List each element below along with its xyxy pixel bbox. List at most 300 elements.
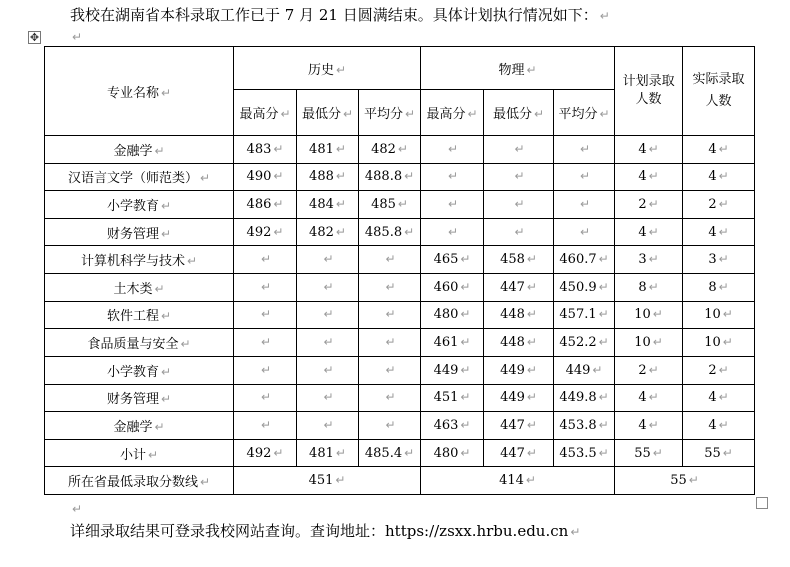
lowest-score-label-cell: [45, 467, 234, 495]
major-name-cell-text: 小学教育: [106, 199, 159, 215]
footer-paragraph: 详细录取结果可登录我校网站查询。查询地址：https://zsxx.hrbu.edu.cn ↵: [70, 522, 581, 540]
paragraph-mark-icon: ↵: [598, 307, 609, 322]
paragraph-mark-icon: ↵: [72, 30, 83, 44]
paragraph-mark-icon: ↵: [273, 445, 284, 460]
cell-p-min: [484, 136, 554, 164]
paragraph-mark-icon: ↵: [273, 169, 284, 184]
paragraph-mark-icon: ↵: [404, 107, 416, 122]
paragraph-mark-icon: ↵: [514, 141, 525, 156]
paragraph-mark-icon: ↵: [460, 252, 471, 267]
paragraph-mark-icon: ↵: [335, 473, 346, 488]
paragraph-mark-icon: ↵: [273, 197, 284, 212]
cell-p-max: [421, 191, 484, 219]
cell-actual: [683, 329, 755, 357]
paragraph-mark-icon: ↵: [652, 307, 663, 322]
subtotal-actual: [683, 439, 755, 467]
paragraph-mark-icon: ↵: [718, 224, 729, 239]
table-row: [45, 163, 755, 191]
cell-plan-text: 10: [634, 307, 651, 323]
header-plan: 计划录取人数: [615, 47, 683, 136]
table-row: [45, 412, 755, 440]
paragraph-mark-icon: ↵: [154, 419, 165, 434]
cell-plan: [615, 218, 683, 246]
table-row: [45, 356, 755, 384]
paragraph-mark-icon: ↵: [598, 390, 609, 405]
paragraph-mark-icon: ↵: [580, 197, 591, 212]
paragraph-mark-icon: ↵: [718, 279, 729, 294]
table-row: [45, 384, 755, 412]
cell-h-avg: [359, 356, 421, 384]
major-name-cell-text: 软件工程: [106, 309, 159, 325]
empty-paragraph: [70, 27, 82, 45]
cell-p-avg: [554, 274, 615, 302]
cell-p-min: [484, 384, 554, 412]
major-name-cell-text: 财务管理: [106, 226, 159, 242]
paragraph-mark-icon: ↵: [335, 445, 346, 460]
cell-p-avg: [554, 412, 615, 440]
subtotal-plan: [615, 439, 683, 467]
cell-actual-text: 4: [708, 417, 717, 433]
major-name-cell-text: 财务管理: [106, 392, 159, 408]
paragraph-mark-icon: ↵: [160, 226, 172, 241]
paragraph-mark-icon: ↵: [526, 362, 537, 377]
cell-p-min: [484, 274, 554, 302]
lowest-history-cell-text: 451: [308, 473, 334, 489]
paragraph-mark-icon: ↵: [718, 169, 729, 184]
paragraph-mark-icon: ↵: [160, 85, 172, 100]
paragraph-mark-icon: ↵: [718, 362, 729, 377]
cell-h-max: [234, 136, 297, 164]
major-name-cell: [45, 246, 234, 274]
cell-p-min: [484, 246, 554, 274]
cell-h-avg: [359, 384, 421, 412]
paragraph-mark-icon: ↵: [688, 473, 699, 488]
paragraph-mark-icon: ↵: [460, 362, 471, 377]
cell-p-min-text: 449: [500, 390, 525, 406]
cell-p-max: [421, 246, 484, 274]
paragraph-mark-icon: ↵: [323, 307, 334, 322]
cell-plan-text: 2: [638, 362, 647, 378]
cell-h-min-text: 482: [309, 224, 334, 240]
cell-p-max: [421, 356, 484, 384]
cell-h-avg-text: 485.8: [364, 224, 403, 240]
paragraph-mark-icon: ↵: [335, 62, 347, 77]
cell-actual-text: 4: [708, 141, 717, 157]
subtotal-actual-text: 55: [704, 445, 721, 461]
cell-p-max-text: 465: [433, 252, 459, 268]
paragraph-mark-icon: ↵: [273, 141, 284, 156]
header-physics-avg: 平均分 ↵: [554, 90, 615, 136]
cell-h-avg-text: 488.8: [364, 169, 403, 185]
cell-h-max-text: 483: [246, 141, 272, 157]
paragraph-mark-icon: ↵: [598, 279, 609, 294]
cell-p-avg: [554, 163, 615, 191]
paragraph-mark-icon: ↵: [598, 335, 609, 350]
cell-p-min-text: 448: [500, 307, 525, 323]
cell-p-avg: [554, 218, 615, 246]
paragraph-mark-icon: ↵: [260, 390, 272, 405]
cell-actual-text: 4: [708, 169, 717, 185]
paragraph-mark-icon: ↵: [323, 279, 334, 294]
paragraph-mark-icon: ↵: [404, 169, 415, 184]
cell-p-avg: [554, 329, 615, 357]
cell-h-max: [234, 163, 297, 191]
paragraph-mark-icon: ↵: [648, 362, 659, 377]
paragraph-mark-icon: ↵: [526, 279, 537, 294]
paragraph-mark-icon: ↵: [460, 390, 471, 405]
paragraph-mark-icon: ↵: [514, 169, 525, 184]
paragraph-mark-icon: ↵: [598, 445, 609, 460]
paragraph-mark-icon: ↵: [335, 141, 346, 156]
cell-h-min: [297, 274, 359, 302]
paragraph-mark-icon: ↵: [460, 279, 471, 294]
cell-plan: [615, 412, 683, 440]
paragraph-mark-icon: ↵: [385, 390, 396, 405]
paragraph-mark-icon: ↵: [323, 252, 334, 267]
cell-h-min: [297, 246, 359, 274]
paragraph-mark-icon: ↵: [526, 445, 537, 460]
paragraph-mark-icon: ↵: [526, 62, 537, 77]
paragraph-mark-icon: ↵: [385, 335, 396, 350]
paragraph-mark-icon: ↵: [718, 197, 729, 212]
cell-h-max: [234, 356, 297, 384]
cell-actual-text: 3: [708, 252, 717, 268]
major-name-cell: [45, 356, 234, 384]
header-physics-min: 最低分 ↵: [484, 90, 554, 136]
table-row: [45, 246, 755, 274]
cell-h-max: [234, 329, 297, 357]
subtotal-h-max-text: 492: [246, 445, 272, 461]
cell-h-avg: [359, 274, 421, 302]
paragraph-mark-icon: ↵: [385, 307, 396, 322]
paragraph-mark-icon: ↵: [526, 417, 537, 432]
cell-p-avg: [554, 356, 615, 384]
major-name-cell: [45, 191, 234, 219]
cell-p-max-text: 451: [433, 390, 459, 406]
paragraph-mark-icon: ↵: [599, 9, 610, 23]
table-resize-handle[interactable]: [756, 497, 768, 509]
subtotal-h-min: [297, 439, 359, 467]
paragraph-mark-icon: ↵: [448, 224, 459, 239]
subtotal-p-min: [484, 439, 554, 467]
subtotal-row: [45, 439, 755, 467]
cell-p-avg: [554, 136, 615, 164]
paragraph-mark-icon: ↵: [526, 390, 537, 405]
paragraph-mark-icon: ↵: [72, 502, 83, 516]
cell-h-avg: [359, 163, 421, 191]
admission-table: [44, 46, 755, 495]
cell-h-min: [297, 412, 359, 440]
lowest-history-cell: [234, 467, 421, 495]
cell-plan-text: 8: [638, 279, 647, 295]
paragraph-mark-icon: ↵: [154, 281, 165, 296]
cell-h-min-text: 481: [309, 141, 334, 157]
cell-plan-text: 4: [638, 141, 647, 157]
paragraph-mark-icon: ↵: [648, 417, 659, 432]
paragraph-mark-icon: ↵: [722, 335, 733, 350]
lowest-score-row: [45, 467, 755, 495]
table-row: [45, 301, 755, 329]
paragraph-mark-icon: ↵: [160, 199, 172, 214]
cell-p-avg-text: 457.1: [559, 307, 597, 323]
paragraph-mark-icon: ↵: [526, 252, 537, 267]
paragraph-mark-icon: ↵: [385, 252, 396, 267]
paragraph-mark-icon: ↵: [534, 107, 545, 122]
paragraph-mark-icon: ↵: [592, 362, 603, 377]
table-row: [45, 329, 755, 357]
subtotal-h-max: [234, 439, 297, 467]
cell-p-avg: [554, 191, 615, 219]
cell-p-max: [421, 301, 484, 329]
paragraph-mark-icon: ↵: [335, 197, 346, 212]
paragraph-mark-icon: ↵: [580, 141, 591, 156]
cell-h-max: [234, 274, 297, 302]
paragraph-mark-icon: ↵: [648, 224, 659, 239]
cell-h-avg-text: 482: [371, 141, 396, 157]
header-major: 专业名称 ↵: [45, 47, 234, 136]
cell-actual: [683, 301, 755, 329]
header-history-avg: 平均分 ↵: [359, 90, 421, 136]
paragraph-mark-icon: ↵: [648, 141, 659, 156]
cell-p-max: [421, 163, 484, 191]
major-name-cell: [45, 163, 234, 191]
major-name-cell: [45, 274, 234, 302]
paragraph-mark-icon: ↵: [460, 307, 471, 322]
cell-p-min: [484, 356, 554, 384]
cell-p-avg-text: 452.2: [559, 335, 597, 351]
paragraph-mark-icon: ↵: [722, 445, 733, 460]
paragraph-mark-icon: ↵: [199, 171, 211, 186]
cell-actual: [683, 191, 755, 219]
cell-plan: [615, 136, 683, 164]
cell-p-min-text: 447: [500, 417, 525, 433]
cell-h-avg-text: 485: [371, 197, 396, 213]
cell-actual: [683, 412, 755, 440]
cell-p-max-text: 463: [433, 417, 459, 433]
paragraph-mark-icon: ↵: [385, 417, 396, 432]
cell-p-max: [421, 218, 484, 246]
paragraph-mark-icon: ↵: [160, 309, 172, 324]
paragraph-mark-icon: ↵: [598, 417, 609, 432]
cell-actual-text: 10: [704, 307, 721, 323]
paragraph-mark-icon: ↵: [160, 364, 172, 379]
cell-actual: [683, 246, 755, 274]
cell-p-max: [421, 412, 484, 440]
cell-plan-text: 4: [638, 169, 647, 185]
paragraph-mark-icon: ↵: [397, 197, 408, 212]
subtotal-p-min-text: 447: [500, 445, 525, 461]
cell-plan-text: 10: [634, 335, 651, 351]
cell-p-avg-text: 453.8: [559, 417, 597, 433]
cell-h-min-text: 484: [309, 197, 334, 213]
lowest-total-cell-text: 55: [670, 473, 687, 489]
cell-p-min: [484, 301, 554, 329]
paragraph-mark-icon: ↵: [154, 143, 165, 158]
major-name-cell-text: 小学教育: [106, 364, 159, 380]
cell-p-avg: [554, 246, 615, 274]
major-name-cell: [45, 301, 234, 329]
major-name-cell: [45, 218, 234, 246]
cell-p-max: [421, 274, 484, 302]
paragraph-mark-icon: ↵: [147, 447, 159, 462]
cell-plan-text: 2: [638, 197, 647, 213]
paragraph-mark-icon: ↵: [186, 254, 198, 269]
cell-p-max: [421, 136, 484, 164]
paragraph-mark-icon: ↵: [718, 390, 729, 405]
major-name-cell-text: 金融学: [113, 143, 153, 159]
major-name-cell-text: 土木类: [113, 281, 153, 297]
paragraph-mark-icon: ↵: [199, 475, 211, 490]
header-physics-max: 最高分 ↵: [421, 90, 484, 136]
major-name-cell: [45, 136, 234, 164]
major-name-cell: [45, 412, 234, 440]
table-row: [45, 191, 755, 219]
intro-paragraph: 我校在湖南省本科录取工作已于 7 月 21 日圆满结束。具体计划执行情况如下： ↵: [70, 6, 610, 24]
paragraph-mark-icon: ↵: [323, 335, 334, 350]
cell-actual: [683, 218, 755, 246]
cell-h-avg: [359, 246, 421, 274]
cell-plan-text: 3: [638, 252, 647, 268]
paragraph-mark-icon: ↵: [652, 445, 663, 460]
lowest-score-label-cell-text: 所在省最低录取分数线: [67, 475, 198, 491]
cell-plan: [615, 163, 683, 191]
header-history-min: 最低分 ↵: [297, 90, 359, 136]
cell-actual: [683, 356, 755, 384]
major-name-cell-text: 金融学: [113, 419, 153, 435]
cell-h-max: [234, 384, 297, 412]
paragraph-mark-icon: ↵: [404, 224, 415, 239]
cell-p-min: [484, 412, 554, 440]
table-move-handle-icon[interactable]: ✥: [29, 31, 40, 44]
cell-h-min-text: 488: [309, 169, 334, 185]
paragraph-mark-icon: ↵: [580, 169, 591, 184]
paragraph-mark-icon: ↵: [335, 224, 346, 239]
paragraph-mark-icon: ↵: [648, 390, 659, 405]
paragraph-mark-icon: ↵: [448, 169, 459, 184]
cell-plan: [615, 274, 683, 302]
cell-h-max: [234, 191, 297, 219]
subtotal-h-avg: [359, 439, 421, 467]
paragraph-mark-icon: ↵: [397, 141, 408, 156]
paragraph-mark-icon: ↵: [718, 417, 729, 432]
paragraph-mark-icon: ↵: [260, 252, 272, 267]
cell-p-min: [484, 218, 554, 246]
paragraph-mark-icon: ↵: [722, 307, 733, 322]
cell-actual-text: 2: [708, 197, 717, 213]
cell-plan: [615, 301, 683, 329]
paragraph-mark-icon: ↵: [323, 362, 334, 377]
paragraph-mark-icon: ↵: [514, 224, 525, 239]
lowest-physics-cell-text: 414: [499, 473, 524, 489]
cell-h-avg: [359, 329, 421, 357]
cell-h-max-text: 492: [246, 224, 272, 240]
subtotal-p-avg-text: 453.5: [559, 445, 597, 461]
cell-plan-text: 4: [638, 417, 647, 433]
paragraph-mark-icon: ↵: [448, 141, 459, 156]
subtotal-label-cell: [45, 439, 234, 467]
lowest-total-cell: [615, 467, 755, 495]
paragraph-mark-icon: ↵: [580, 224, 591, 239]
paragraph-mark-icon: ↵: [448, 197, 459, 212]
cell-p-max: [421, 384, 484, 412]
table-row: [45, 274, 755, 302]
cell-actual-text: 8: [708, 279, 717, 295]
cell-h-avg: [359, 136, 421, 164]
paragraph-mark-icon: ↵: [718, 141, 729, 156]
paragraph-mark-icon: ↵: [526, 335, 537, 350]
cell-p-min-text: 458: [500, 252, 525, 268]
subtotal-label-cell-text: 小计: [119, 447, 146, 463]
cell-h-avg: [359, 412, 421, 440]
cell-p-avg-text: 449: [565, 362, 591, 378]
empty-paragraph: [70, 499, 82, 517]
paragraph-mark-icon: ↵: [526, 307, 537, 322]
paragraph-mark-icon: ↵: [180, 337, 191, 352]
major-name-cell-text: 计算机科学与技术: [80, 254, 185, 270]
cell-h-min: [297, 163, 359, 191]
paragraph-mark-icon: ↵: [385, 279, 396, 294]
paragraph-mark-icon: ↵: [652, 335, 663, 350]
major-name-cell: [45, 329, 234, 357]
cell-p-avg-text: 449.8: [559, 390, 597, 406]
cell-actual-text: 10: [704, 335, 721, 351]
major-name-cell-text: 食品质量与安全: [87, 337, 179, 353]
paragraph-mark-icon: ↵: [385, 362, 396, 377]
cell-h-max-text: 486: [246, 197, 272, 213]
cell-p-min-text: 449: [500, 362, 525, 378]
paragraph-mark-icon: ↵: [648, 252, 659, 267]
cell-h-avg: [359, 301, 421, 329]
paragraph-mark-icon: ↵: [718, 252, 729, 267]
table-row: [45, 218, 755, 246]
paragraph-mark-icon: ↵: [599, 107, 610, 122]
cell-h-max-text: 490: [246, 169, 272, 185]
cell-p-min: [484, 191, 554, 219]
cell-plan: [615, 384, 683, 412]
cell-p-avg: [554, 384, 615, 412]
cell-h-max: [234, 301, 297, 329]
cell-actual: [683, 274, 755, 302]
cell-p-min: [484, 163, 554, 191]
subtotal-h-min-text: 481: [309, 445, 334, 461]
cell-p-min: [484, 329, 554, 357]
paragraph-mark-icon: ↵: [160, 392, 172, 407]
paragraph-mark-icon: ↵: [460, 417, 471, 432]
header-history-max: 最高分 ↵: [234, 90, 297, 136]
cell-p-min-text: 448: [500, 335, 525, 351]
paragraph-mark-icon: ↵: [260, 362, 272, 377]
cell-actual-text: 2: [708, 362, 717, 378]
paragraph-mark-icon: ↵: [323, 417, 334, 432]
paragraph-mark-icon: ↵: [280, 107, 291, 122]
subtotal-plan-text: 55: [634, 445, 651, 461]
cell-actual-text: 4: [708, 224, 717, 240]
cell-p-max-text: 460: [433, 279, 459, 295]
cell-h-avg: [359, 218, 421, 246]
cell-plan-text: 4: [638, 390, 647, 406]
paragraph-mark-icon: ↵: [260, 279, 272, 294]
paragraph-mark-icon: ↵: [335, 169, 346, 184]
header-history: 历史 ↵: [234, 47, 421, 90]
paragraph-mark-icon: ↵: [467, 107, 478, 122]
paragraph-mark-icon: ↵: [323, 390, 334, 405]
cell-p-avg-text: 450.9: [559, 279, 597, 295]
cell-p-max-text: 461: [433, 335, 459, 351]
paragraph-mark-icon: ↵: [570, 525, 581, 539]
cell-p-avg-text: 460.7: [559, 252, 597, 268]
cell-plan: [615, 191, 683, 219]
paragraph-mark-icon: ↵: [525, 473, 536, 488]
